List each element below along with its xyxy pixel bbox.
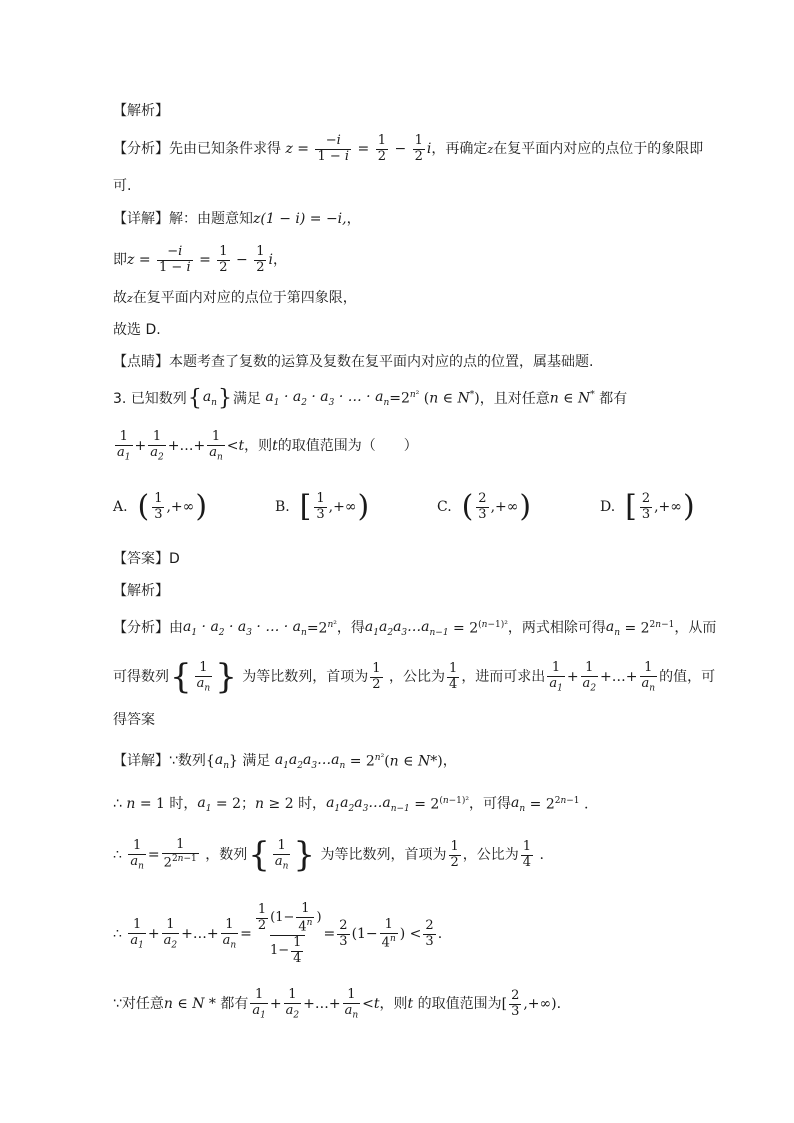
fenxi-text-post: 在复平面内对应的点位于的象限即 bbox=[493, 141, 704, 158]
analysis-heading-2 bbox=[113, 583, 694, 600]
fenxi-line-1: 【分析】 先由已知条件求得 z = $\frac{-i}{1 - i}$ = $\frac{1}{2}$ − $\frac{1}{2}$ i ，再确定 z 在复平面内对应的点位于的象限即 bbox=[113, 133, 704, 164]
q3-line-2: $\frac{1}{a_1}$ + $\frac{1}{a_2}$ +…+ $\frac{1}{a_n}$ < t ，则 t 的取值范围为（ ） bbox=[117, 429, 418, 463]
detail2-l2b: 时， bbox=[169, 796, 198, 813]
fenxi2-t5: 可得数列 bbox=[113, 668, 169, 685]
choose-line bbox=[113, 322, 694, 339]
fenxi2-t3: ，两式相除可得 bbox=[507, 620, 606, 637]
choose-text: 故选 D. bbox=[113, 322, 161, 338]
detail2-l1a: ∵数列 bbox=[169, 753, 206, 770]
detail2-line-2: ∴ n = 1 时， $a_1$ = 2 ； n ≥ 2 时， $a_1a_2a_3\dots a_{n-1}$ = $2^{(n-1)^2}$ ，可得 $a_n$ = $2^{2n-1}$ . bbox=[113, 795, 589, 814]
detail2-l5d: 的取值范围为 bbox=[417, 996, 502, 1013]
fenxi2-t10: 得答案 bbox=[113, 712, 155, 728]
ji-line: 即 z = $\frac{-i}{1 - i}$ = $\frac{1}{2}$ − $\frac{1}{2}$ i ， bbox=[113, 244, 287, 275]
q3-text3: ，且对任意 bbox=[479, 390, 550, 407]
detail2-l2e: ，可得 bbox=[469, 796, 512, 813]
detail-line-1 bbox=[113, 211, 694, 228]
option-a[interactable]: A. ( $\frac{1}{3}$ ,+∞ ) bbox=[113, 489, 208, 525]
fenxi2-t7: ，公比为 bbox=[389, 668, 446, 685]
detail2-l3d: ，公比为 bbox=[462, 846, 519, 863]
detail2-line-4: ∴ $\frac{1}{a_1}$ + $\frac{1}{a_2}$ +…+ $\frac{1}{a_n}$ = $\frac{1}{2}$ (1− $\frac{1}{4^n}$ ) 1− $\frac{1}{4}$ = $\frac{2}{3}$ (1− $\frac{1}{4^n}$ ) < $\frac{2}{3}$ . bbox=[113, 901, 443, 967]
q3-text1: 已知数列 bbox=[130, 390, 187, 407]
analysis-heading bbox=[113, 103, 694, 120]
detail2-line-3: ∴ $\frac{1}{a_n}$ = $\frac{1}{2^{2n-1}}$ ，数列 { $\frac{1}{a_n}$ } 为等比数列，首项为 $\frac{1}{2}$ ，公比为 $\frac{1}{4}$ . bbox=[113, 835, 544, 875]
q3-text2: 满足 bbox=[232, 390, 261, 407]
dianjing-text: 本题考查了复数的运算及复数在复平面内对应的点的位置，属基础题. bbox=[169, 354, 594, 370]
dianjing-tag: 【点睛】 bbox=[113, 354, 169, 370]
q3-text4: 都有 bbox=[599, 390, 628, 407]
detail2-l1b: 满足 bbox=[242, 753, 271, 770]
answer-value: D bbox=[169, 551, 180, 567]
fenxi2-line-1: 【分析】 由 $a_1 \cdot a_2 \cdot a_3$ · … · $a_n$ $=2^{n^2}$ ，得 $a_1a_2a_3\dots a_{n-1}$ = $2^{(n-1)^2}$ ，两式相除可得 $a_n$ = $2^{2n-1}$ ，从而 bbox=[113, 619, 717, 638]
option-d[interactable]: D. [ $\frac{2}{3}$ ,+∞ ) bbox=[600, 489, 695, 525]
detail2-l2d: 时， bbox=[298, 796, 327, 813]
option-d-label: D. bbox=[600, 499, 616, 516]
detail-text: 解：由题意知 bbox=[169, 211, 253, 227]
detail2-l3b: ，数列 bbox=[205, 846, 248, 863]
fenxi2-t6: 为等比数列，首项为 bbox=[242, 668, 369, 685]
fenxi2-t8: ，进而可求出 bbox=[461, 668, 546, 685]
fenxi2-t4: ，从而 bbox=[674, 620, 717, 637]
detail-expr: z(1 − i) = −i, bbox=[253, 211, 347, 227]
q3-line-1: 3. 已知数列 { $a_n$ } 满足 $a_1 \cdot a_2 \cdot a_3$ · … · $a_n$ $=2^{n^2}$ (n ∈ N*) ，且对任意 n ∈ N* 都有 bbox=[113, 386, 628, 411]
gu-line: 故 z 在复平面内对应的点位于第四象限， bbox=[113, 290, 357, 306]
detail2-l2a: ∴ bbox=[113, 796, 122, 813]
option-b[interactable]: B. [ $\frac{1}{3}$ ,+∞ ) bbox=[275, 489, 370, 525]
answer-line bbox=[113, 551, 694, 568]
option-a-label: A. bbox=[113, 499, 128, 516]
gu-post: 在复平面内对应的点位于第四象限， bbox=[132, 290, 357, 306]
detail2-line-1: 【详解】 ∵数列 { $a_n$ } 满足 $a_1a_2a_3\dots a_n$ = $2^{n^2}(n$ ∈ N*) ， bbox=[113, 752, 457, 771]
detail2-l3c: 为等比数列，首项为 bbox=[320, 846, 447, 863]
fenxi-tag: 【分析】 bbox=[113, 141, 169, 158]
fenxi2-t2: ，得 bbox=[336, 620, 365, 637]
gu-pre: 故 bbox=[113, 290, 127, 306]
q3-text5: ，则 bbox=[244, 438, 273, 455]
detail2-line-5: ∵对任意 n ∈ N * 都有 $\frac{1}{a_1}$ + $\frac{1}{a_2}$ +…+ $\frac{1}{a_n}$ < t ，则 t 的取值范围为 [ $\frac{2}{3}$ ,+∞). bbox=[113, 987, 562, 1021]
dianjing-line bbox=[113, 354, 694, 371]
option-c-label: C. bbox=[437, 499, 452, 516]
fenxi-continue: 可. bbox=[113, 178, 132, 194]
answer-tag: 【答案】 bbox=[113, 551, 169, 567]
q3-text6: 的取值范围为（ ） bbox=[277, 438, 418, 455]
analysis-label: 【解析】 bbox=[113, 103, 169, 119]
detail2-l5c: ，则 bbox=[379, 996, 408, 1013]
option-b-label: B. bbox=[275, 499, 290, 516]
detail-tag: 【详解】 bbox=[113, 211, 169, 227]
analysis-label-2: 【解析】 bbox=[113, 583, 169, 599]
fenxi2-t1: 由 bbox=[169, 620, 183, 637]
detail2-l2c: ； bbox=[241, 796, 256, 813]
fenxi-text-mid: ，再确定 bbox=[431, 141, 488, 158]
fenxi2-line-2: 可得数列 { $\frac{1}{a_n}$ } 为等比数列，首项为 $\frac{1}{2}$ ，公比为 $\frac{1}{4}$ ，进而可求出 $\frac{1}{a_1}$ + $\frac{1}{a_2}$ +…+ $\frac{1}{a_n}$ 的值，可 bbox=[113, 657, 716, 697]
fenxi-text: 先由已知条件求得 bbox=[169, 141, 281, 158]
option-c[interactable]: C. ( $\frac{2}{3}$ ,+∞ ) bbox=[437, 489, 532, 525]
detail2-l5a: ∵对任意 bbox=[113, 996, 164, 1013]
fenxi2-t9: 的值，可 bbox=[659, 668, 716, 685]
fenxi2-tag: 【分析】 bbox=[113, 620, 169, 637]
detail-tail: ， bbox=[346, 211, 361, 227]
fenxi-line-2 bbox=[113, 178, 694, 195]
detail2-tag: 【详解】 bbox=[113, 753, 169, 770]
fenxi2-line-3 bbox=[113, 712, 694, 729]
q3-number: 3. bbox=[113, 390, 127, 407]
detail2-l5b: 都有 bbox=[220, 996, 249, 1013]
ji-text: 即 bbox=[113, 252, 127, 269]
